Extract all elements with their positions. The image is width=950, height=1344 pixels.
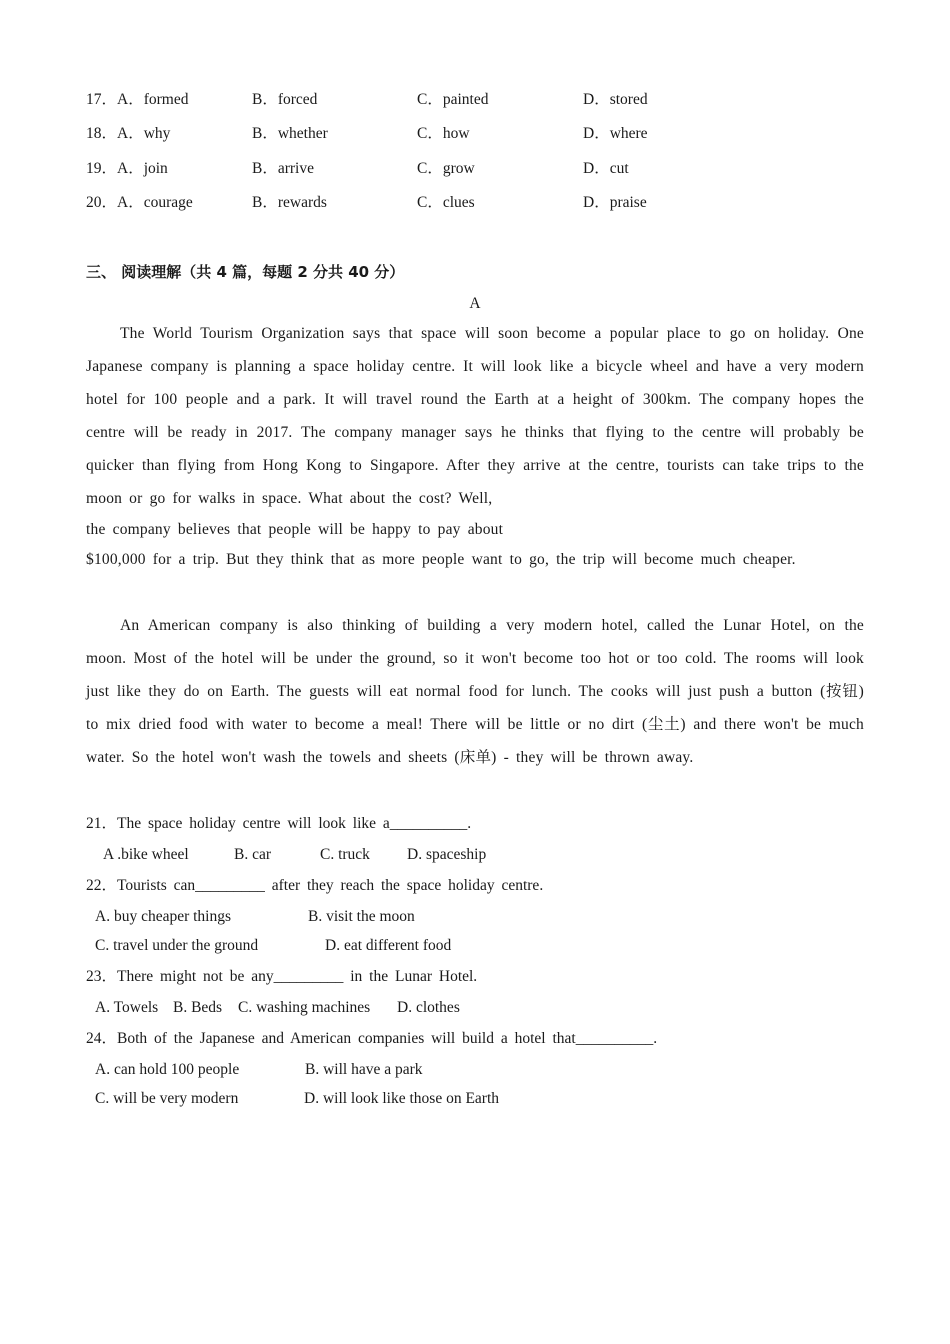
choice-c: C. truck: [320, 846, 370, 863]
choice-b: B. visit the moon: [308, 908, 415, 925]
option-row-18: [86, 122, 866, 146]
question-23: 23．There might not be any_________ in the Lunar Hotel.: [86, 968, 478, 985]
choice-c: C. washing machines: [238, 999, 371, 1016]
choice-a: A. Towels: [95, 999, 159, 1016]
question-23-options: [95, 995, 595, 1021]
question-24: 24．Both of the Japanese and American companies will build a hotel that__________.: [86, 1030, 658, 1047]
choice-b: B. car: [234, 846, 272, 863]
question-22-options-row-2: [95, 933, 595, 959]
passage-title: A: [469, 295, 481, 312]
option-row-20: [86, 191, 866, 215]
option-b: B．whether: [252, 125, 328, 142]
question-21: 21．The space holiday centre will look like a__________.: [86, 815, 472, 832]
option-c: C．grow: [417, 160, 475, 177]
choice-a: A .bike wheel: [103, 846, 189, 863]
choice-d: D. eat different food: [325, 937, 452, 954]
option-row-19: [86, 157, 866, 181]
passage-paragraph-1: The World Tourism Organization says that space will soon become a popular place to go on holiday. One Japanese company is planning a space holiday centre. It will look like a bicycle wheel and have a very modern hotel for 100 people and a park. It will travel round the Earth at a height of 300km. The company hopes the centre will be ready in 2017. The company manager says he thinks that flying to the centre will probably be quicker than flying from Hong Kong to Singapore. After they arrive at the centre, tourists can take trips to the moon or go for walks in space. What about the cost? Well,: [86, 325, 864, 507]
option-d: D．praise: [583, 194, 647, 211]
choice-d: D. clothes: [397, 999, 460, 1016]
question-24-options-row-1: [95, 1057, 595, 1083]
passage-paragraph-1-line: the company believes that people will be happy to pay about: [86, 521, 504, 538]
choice-c: C. travel under the ground: [95, 937, 259, 954]
question-22: 22．Tourists can_________ after they reach the space holiday centre.: [86, 877, 544, 894]
choice-d: D. will look like those on Earth: [304, 1090, 500, 1107]
option-d: D．where: [583, 125, 648, 142]
option-d: D．stored: [583, 91, 648, 108]
section-heading: 三、 阅读理解（共 4 篇，每题 2 分共 40 分）: [86, 263, 405, 281]
choice-a: A. can hold 100 people: [95, 1061, 240, 1078]
option-c: C．clues: [417, 194, 475, 211]
choice-a: A. buy cheaper things: [95, 908, 232, 925]
passage-paragraph-2: An American company is also thinking of building a very modern hotel, called the Lunar Hotel, on the moon. Most of the hotel will be under the ground, so it won't become too hot or too cold. The rooms will look just like they do on Earth. The guests will eat normal food for lunch. The cooks will just push a button (按钮) to mix dried food with water to become a meal! There will be little or no dirt (尘土) and there won't be much water. So the hotel won't wash the towels and sheets (床单) - they will be thrown away.: [86, 617, 864, 766]
question-22-options-row-1: [95, 904, 595, 930]
option-row-17: [86, 88, 866, 112]
option-c: C．painted: [417, 91, 489, 108]
option-a: 19．A．join: [86, 160, 168, 177]
passage-paragraph-1-continued: $100,000 for a trip. But they think that as more people want to go, the trip will become much cheaper.: [86, 551, 796, 568]
option-a: 20．A．courage: [86, 194, 193, 211]
option-b: B．forced: [252, 91, 318, 108]
question-21-options: [103, 842, 603, 868]
option-d: D．cut: [583, 160, 629, 177]
choice-b: B. Beds: [173, 999, 223, 1016]
choice-b: B. will have a park: [305, 1061, 423, 1078]
option-a: 18．A．why: [86, 125, 171, 142]
option-b: B．arrive: [252, 160, 314, 177]
option-b: B．rewards: [252, 194, 327, 211]
option-a: 17．A．formed: [86, 91, 189, 108]
choice-c: C. will be very modern: [95, 1090, 239, 1107]
option-c: C．how: [417, 125, 470, 142]
question-24-options-row-2: [95, 1086, 595, 1112]
choice-d: D. spaceship: [407, 846, 487, 863]
